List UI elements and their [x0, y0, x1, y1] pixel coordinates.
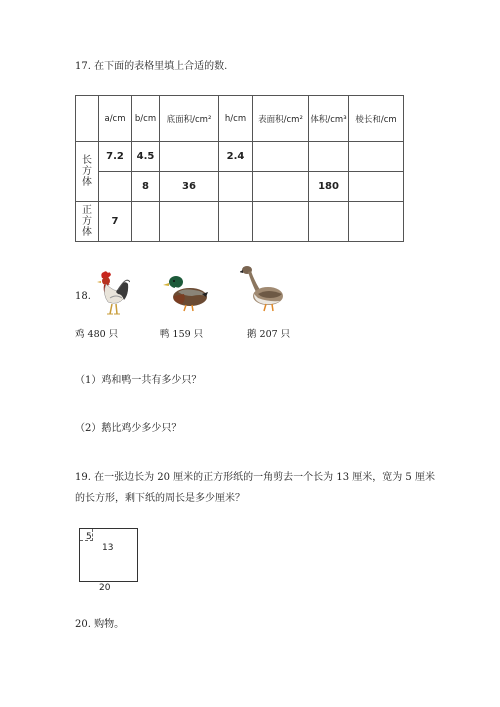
rooster-image	[88, 270, 130, 318]
label-5: 5	[86, 532, 92, 542]
q19-line1: 19. 在一张边长为 20 厘米的正方形纸的一角剪去一个长为 13 厘米，宽为 5 厘米	[75, 472, 435, 483]
cell-r3-edges	[349, 202, 404, 242]
q18-sub2: （2）鹅比鸡少多少只？	[75, 423, 182, 434]
caption-goose: 鹅 207 只	[247, 329, 291, 340]
cell-r1-a: 7.2	[99, 142, 132, 172]
cell-r3-b	[132, 202, 160, 242]
q19-line2: 的长方形，剩下纸的周长是多少厘米？	[75, 493, 245, 504]
duck-image	[162, 272, 210, 314]
header-surface-area: 表面积/cm²	[253, 96, 309, 142]
row-label-cuboid: 长方体	[76, 142, 99, 202]
cell-r2-a	[99, 172, 132, 202]
cell-r1-h: 2.4	[219, 142, 253, 172]
row-label-cube: 正方体	[76, 202, 99, 242]
cell-r2-b: 8	[132, 172, 160, 202]
header-base-area: 底面积/cm²	[160, 96, 219, 142]
cell-r1-surface	[253, 142, 309, 172]
label-20: 20	[99, 583, 111, 593]
header-h: h/cm	[219, 96, 253, 142]
cell-r2-h	[219, 172, 253, 202]
header-b: b/cm	[132, 96, 160, 142]
cell-r3-base	[160, 202, 219, 242]
header-volume: 体积/cm³	[309, 96, 349, 142]
corner-cell	[76, 96, 99, 142]
caption-chicken: 鸡 480 只	[75, 329, 119, 340]
cell-r2-edges	[349, 172, 404, 202]
q18-sub1: （1）鸡和鸭一共有多少只？	[75, 375, 202, 386]
cell-r1-volume	[309, 142, 349, 172]
cell-r3-h	[219, 202, 253, 242]
q17-title: 17. 在下面的表格里填上合适的数.	[75, 61, 228, 72]
header-edge-sum: 棱长和/cm	[349, 96, 404, 142]
q20-title: 20. 购物。	[75, 619, 125, 630]
cell-r1-edges	[349, 142, 404, 172]
cell-r2-surface	[253, 172, 309, 202]
cell-r1-base	[160, 142, 219, 172]
cell-r2-base: 36	[160, 172, 219, 202]
cell-r2-volume: 180	[309, 172, 349, 202]
cell-r1-b: 4.5	[132, 142, 160, 172]
cell-r3-surface	[253, 202, 309, 242]
cell-r3-volume	[309, 202, 349, 242]
q17-table	[75, 95, 404, 242]
goose-image	[240, 264, 286, 314]
q18-number: 18.	[75, 291, 91, 302]
header-a: a/cm	[99, 96, 132, 142]
caption-duck: 鸭 159 只	[160, 329, 204, 340]
label-13: 13	[102, 543, 114, 553]
cell-r3-a: 7	[99, 202, 132, 242]
